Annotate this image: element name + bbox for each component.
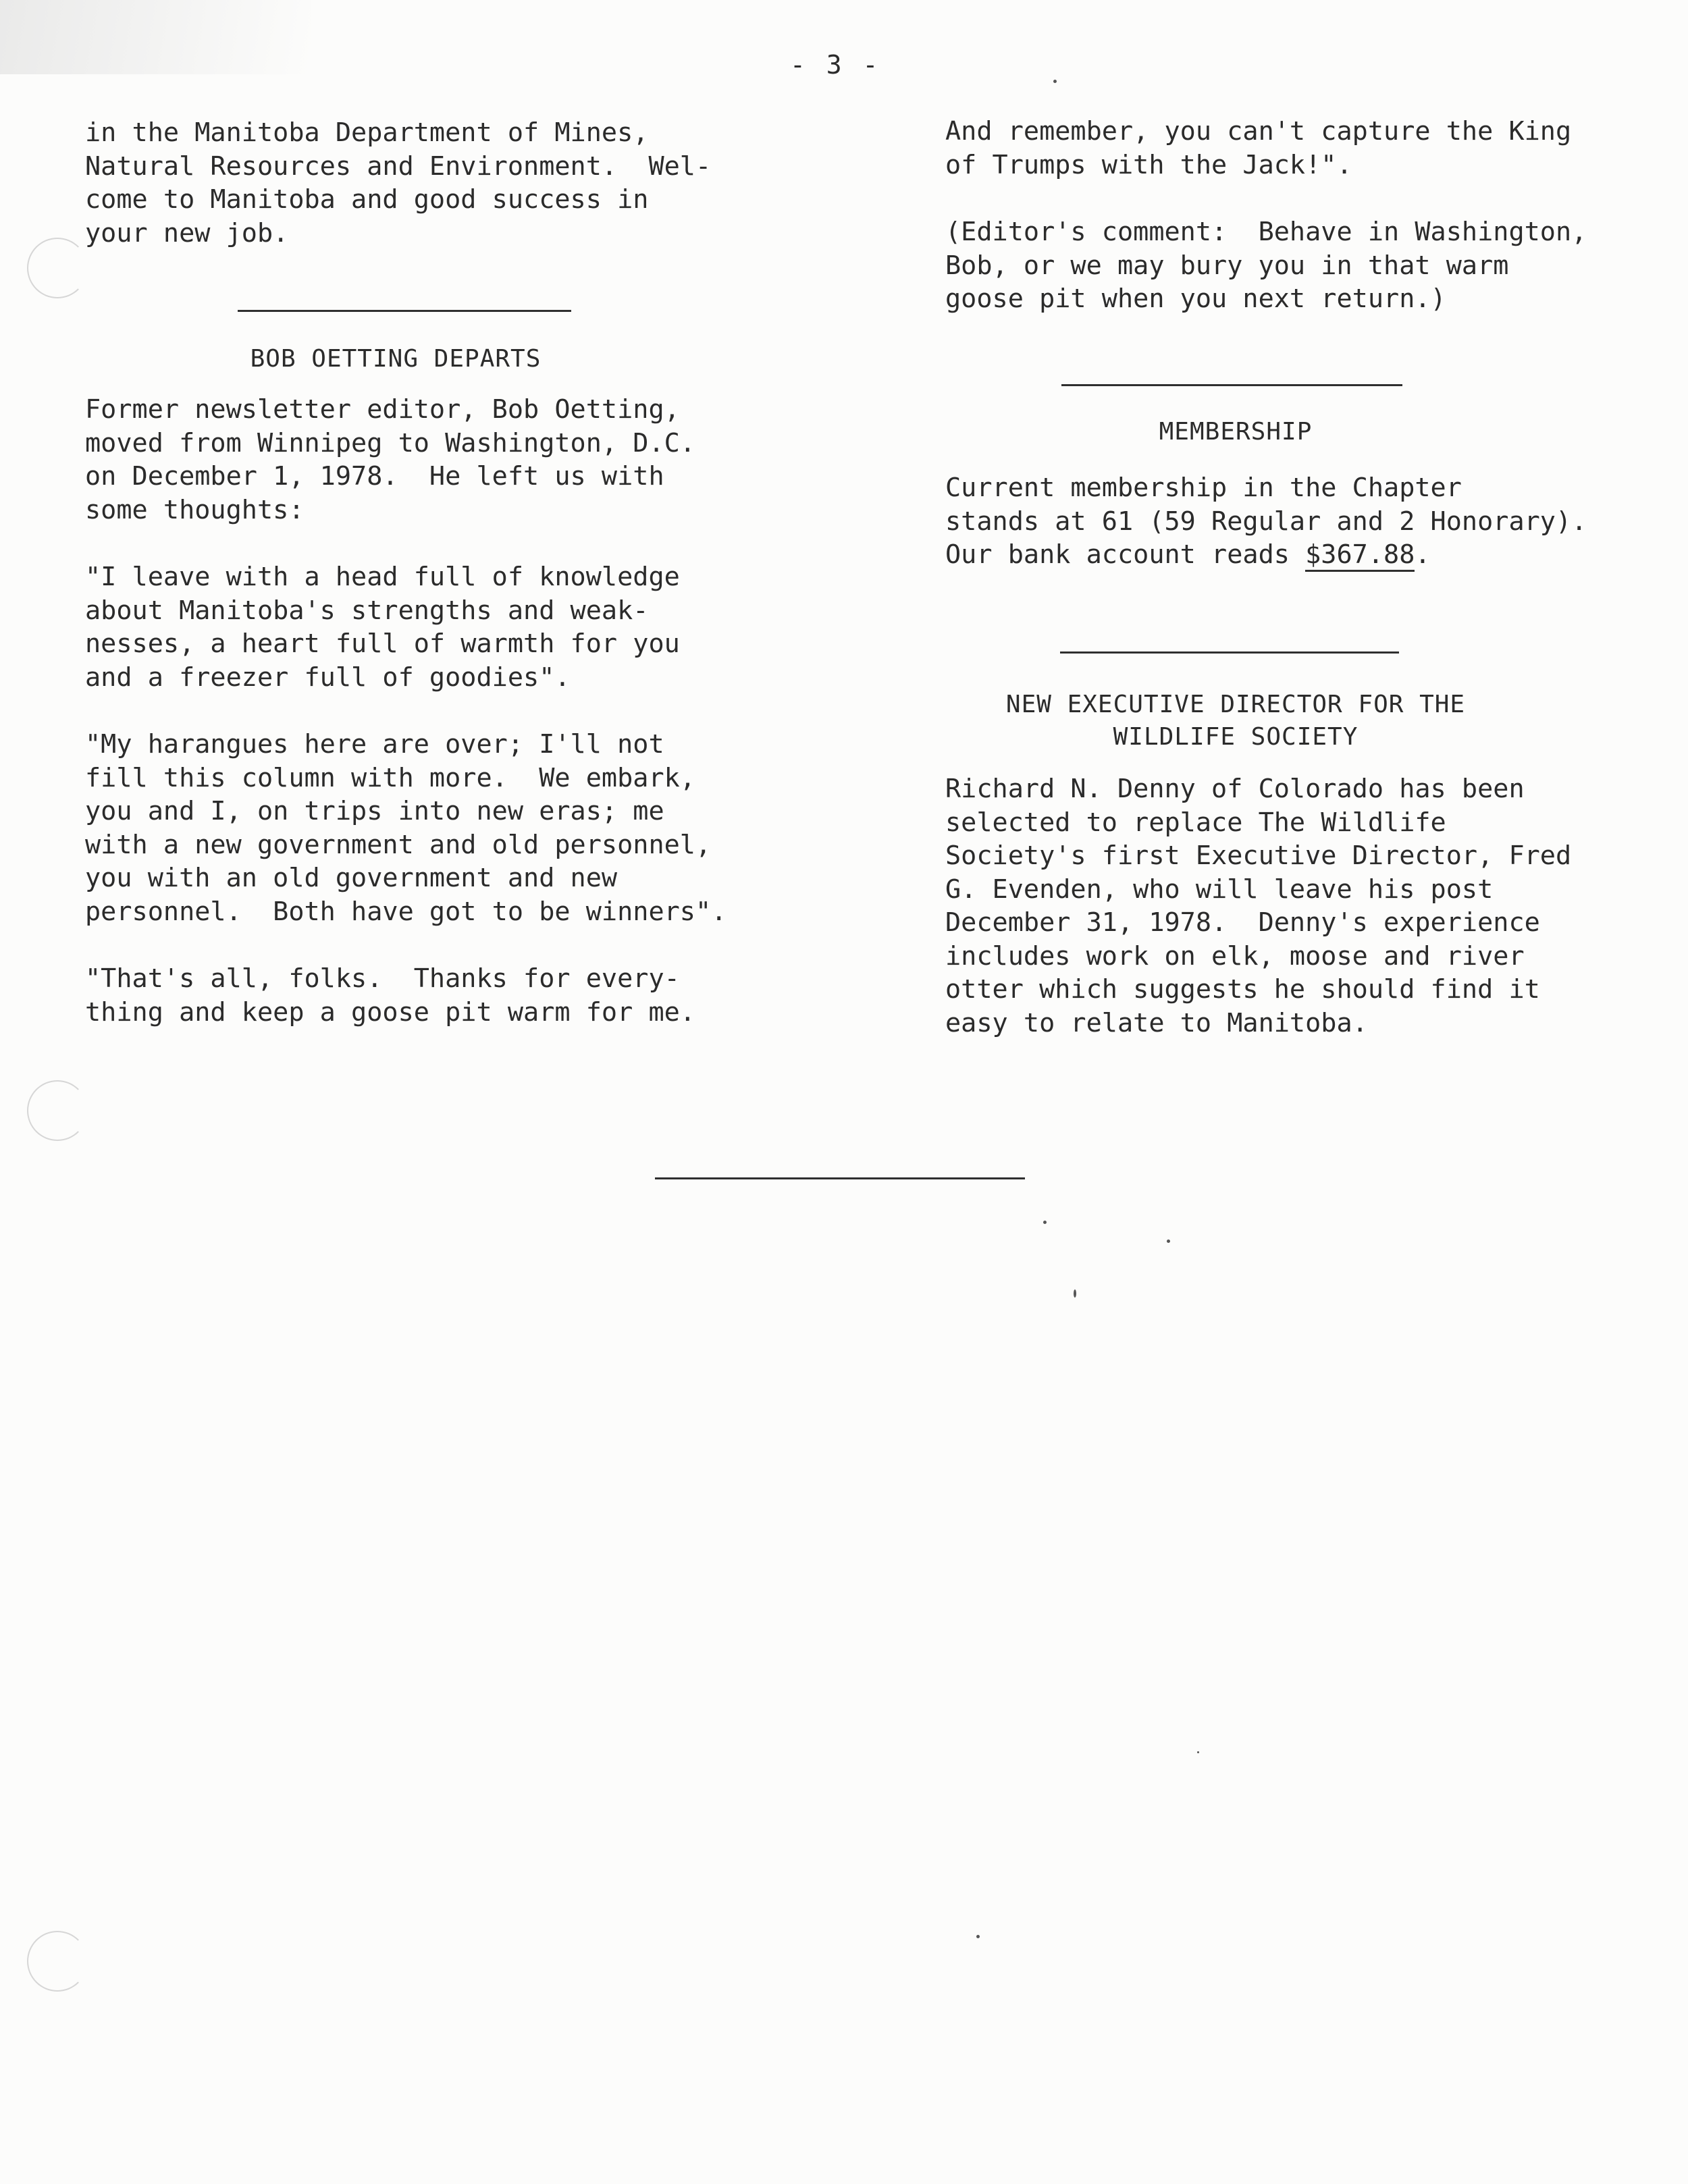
punch-hole-top [27, 238, 88, 298]
oetting-paragraph-3: "My harangues here are over; I'll not fill this column with more. We embark, you and I, on trips into new eras; me with a new government and old personnel, you with an old government and new personnel. Both have got to be winners". [85, 729, 727, 927]
scan-speck [976, 1935, 980, 1938]
left-column [85, 116, 801, 250]
oetting-paragraph-2: "I leave with a head full of knowledge about Manitoba's strengths and weak- nesses, a heart full of warmth for you and a freezer full of goodies". [85, 562, 680, 693]
section-divider-right-1 [1061, 384, 1402, 386]
exec-director-heading: NEW EXECUTIVE DIRECTOR FOR THE WILDLIFE SOCIETY [1005, 691, 1466, 751]
intro-paragraph: in the Manitoba Department of Mines, Natural Resources and Environment. Wel- come to Manitoba and good success in your new job. [85, 117, 712, 248]
oetting-heading: BOB OETTING DEPARTS [250, 345, 542, 373]
membership-section [945, 416, 1661, 572]
scan-speck [1167, 1240, 1170, 1243]
section-divider-right-2 [1060, 651, 1399, 654]
exec-director-text: Richard N. Denny of Colorado has been selected to replace The Wildlife Society's first Executive Director, Fred G. Evenden, who will leave his post December 31, 1978. Denny's experience includes work on elk, moose and river otter which suggests he should find it easy to relate to Manitoba. [945, 774, 1572, 1038]
membership-heading: MEMBERSHIP [1159, 418, 1313, 446]
oetting-paragraph-4: "That's all, folks. Thanks for every- thing and keep a goose pit warm for me. [85, 963, 695, 1028]
punch-hole-bottom [27, 1931, 88, 1992]
right-column [945, 115, 1661, 316]
membership-body: Current membership in the Chapter stands at 61 (59 Regular and 2 Honorary). Our bank account reads [945, 473, 1587, 570]
scan-smudge [0, 0, 311, 74]
exec-director-section [945, 689, 1661, 1040]
scan-speck [1053, 80, 1057, 83]
bank-balance: $367.88 [1305, 539, 1415, 572]
section-divider-left [238, 310, 571, 312]
scan-speck [1043, 1221, 1047, 1224]
scan-speck [1074, 1289, 1076, 1298]
oetting-section [85, 343, 801, 1029]
scan-speck [1197, 1751, 1199, 1753]
membership-text [945, 471, 1661, 572]
page-number: - 3 - [790, 50, 881, 80]
editor-comment: (Editor's comment: Behave in Washington, Bob, or we may bury you in that warm goose pit when you next return.) [945, 217, 1587, 314]
continuation-paragraph: And remember, you can't capture the King of Trumps with the Jack!". [945, 116, 1572, 180]
membership-end: . [1415, 539, 1431, 570]
bottom-divider [655, 1177, 1025, 1179]
punch-hole-middle [27, 1080, 88, 1141]
oetting-paragraph-1: Former newsletter editor, Bob Oetting, moved from Winnipeg to Washington, D.C. on December 1, 1978. He left us with some thoughts: [85, 394, 695, 525]
